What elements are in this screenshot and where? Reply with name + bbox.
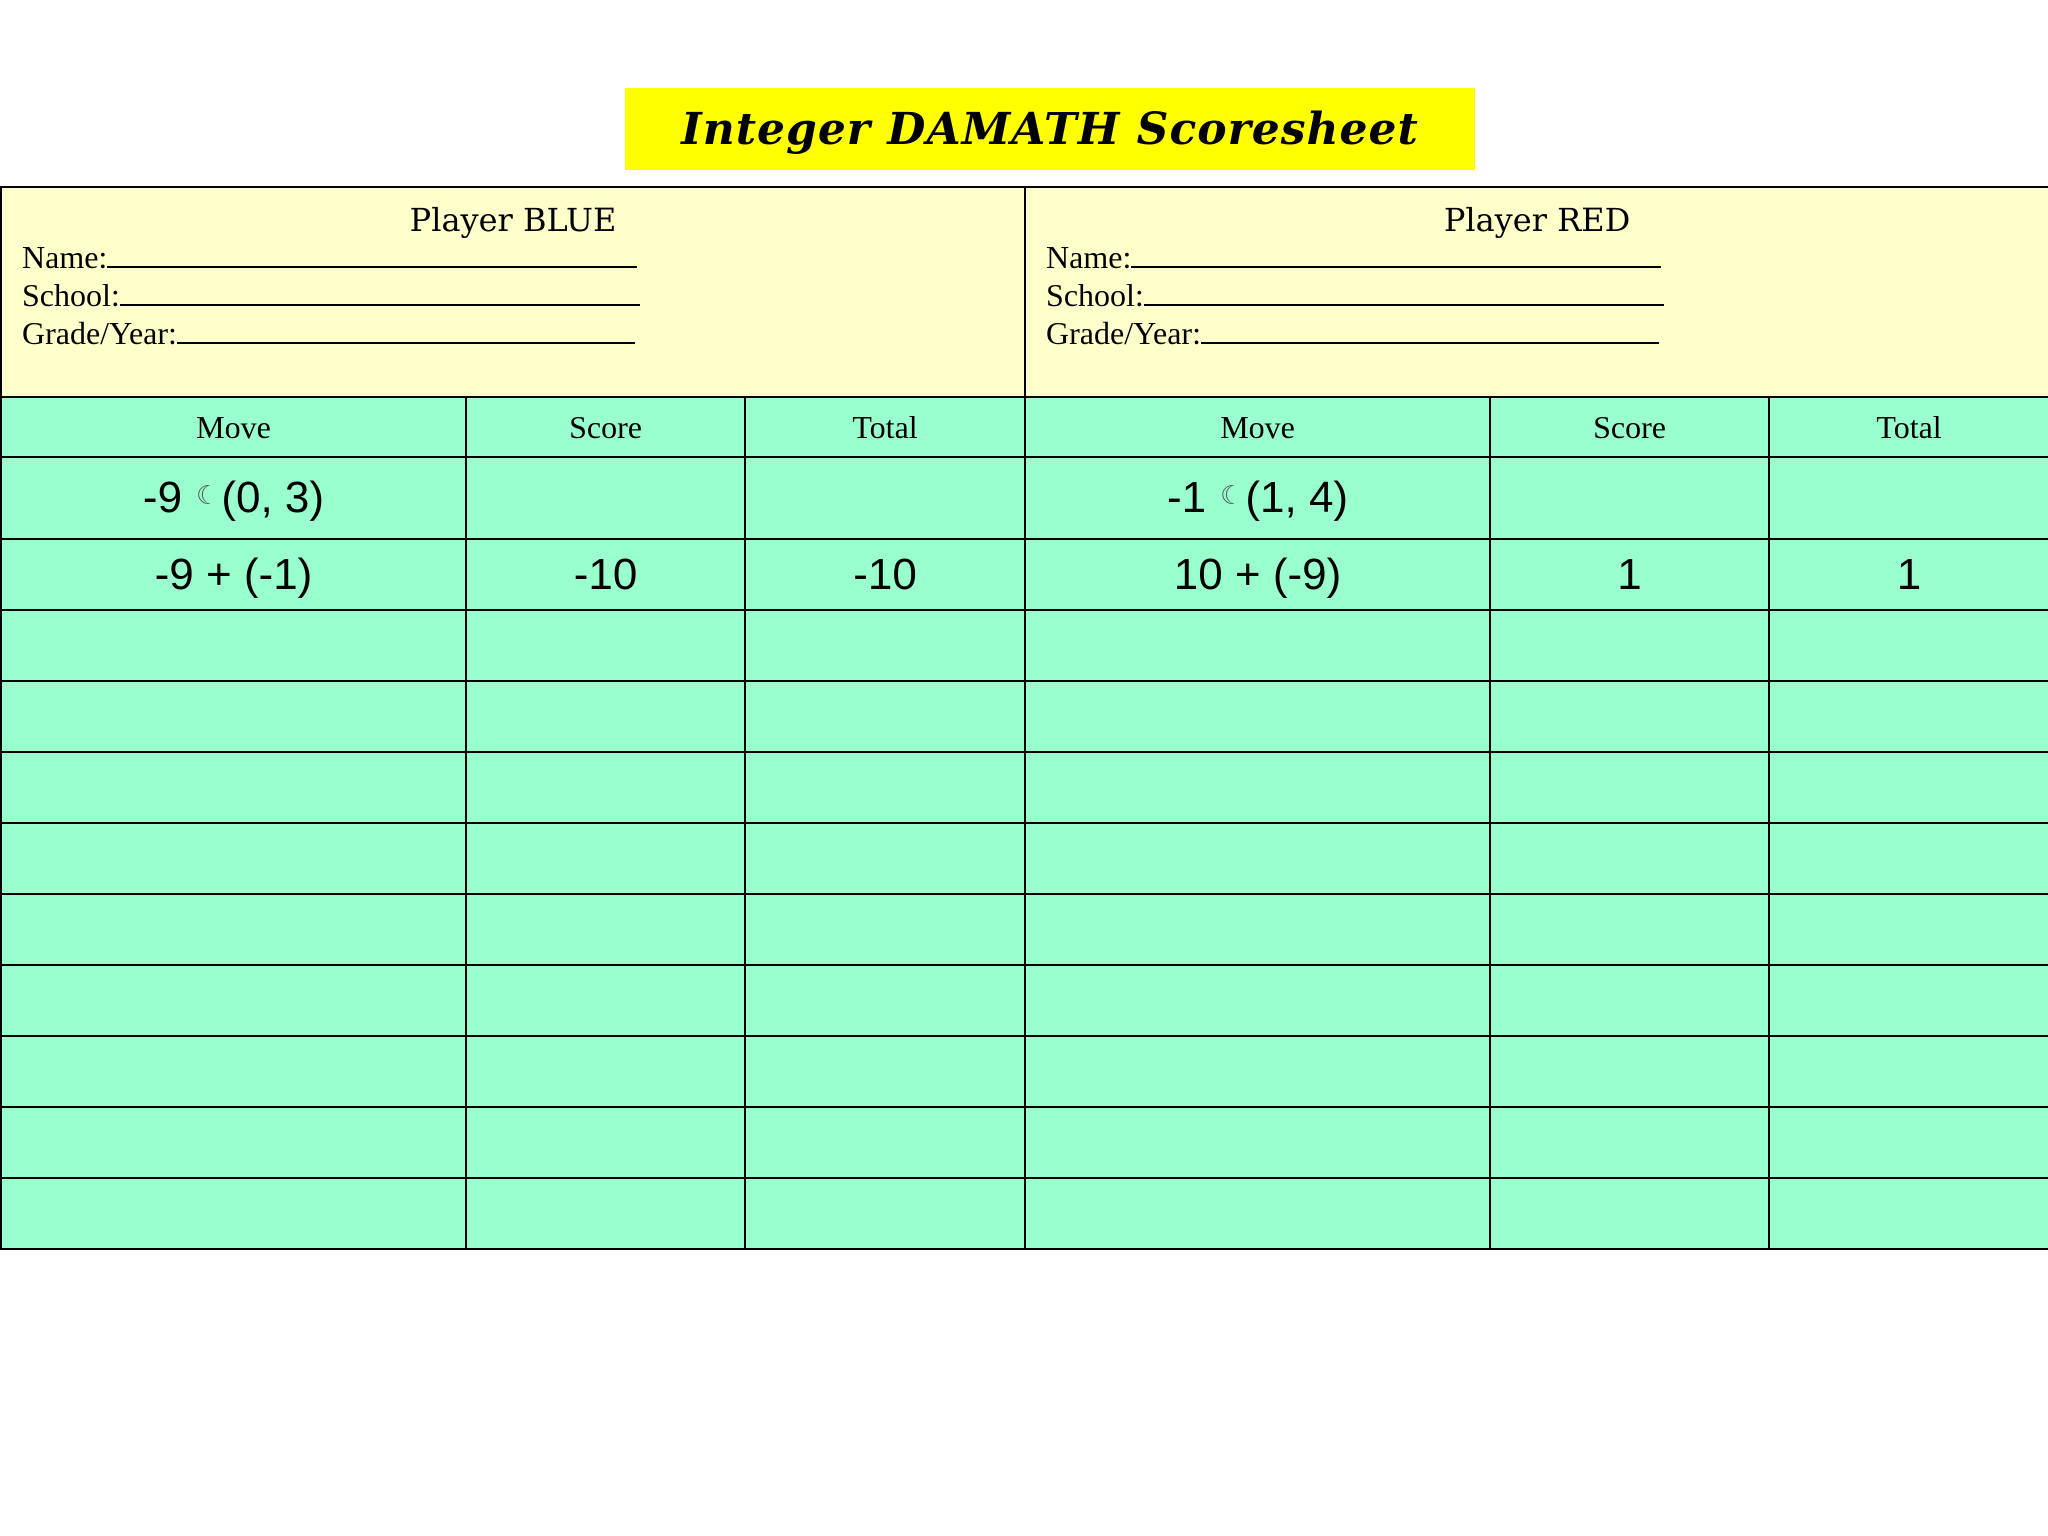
red-score-cell[interactable] [1490, 752, 1769, 823]
red-score-header: Score [1490, 397, 1769, 457]
red-total-cell[interactable] [1769, 457, 2048, 539]
blue-score-cell[interactable] [466, 823, 745, 894]
red-grade-label: Grade/Year: [1046, 315, 1201, 351]
red-school-field[interactable] [1046, 276, 2048, 314]
red-move-value: -1 [1166, 473, 1207, 522]
blue-score-cell[interactable] [466, 1107, 745, 1178]
player-blue-panel [1, 187, 1025, 397]
red-school-label: School: [1046, 277, 1144, 313]
blue-total-cell[interactable] [745, 1178, 1025, 1249]
blue-score-cell[interactable] [466, 1178, 745, 1249]
blue-move-cell[interactable] [1, 1107, 466, 1178]
red-total-cell[interactable]: 1 [1769, 539, 2048, 610]
red-grade-line[interactable] [1201, 316, 1659, 344]
red-total-cell[interactable] [1769, 823, 2048, 894]
blue-total-cell[interactable] [745, 610, 1025, 681]
blue-total-header: Total [745, 397, 1025, 457]
blue-move-cell[interactable]: -9 + (-1) [1, 539, 466, 610]
red-move-cell[interactable] [1025, 894, 1490, 965]
red-score-cell[interactable] [1490, 823, 1769, 894]
red-score-cell[interactable] [1490, 1036, 1769, 1107]
blue-move-cell[interactable] [1, 1036, 466, 1107]
red-name-field[interactable] [1046, 238, 2048, 276]
player-red-heading: Player RED [1443, 201, 1631, 239]
scoresheet-table [0, 186, 2048, 1250]
red-total-cell[interactable] [1769, 894, 2048, 965]
red-move-header: Move [1025, 397, 1490, 457]
blue-total-cell[interactable] [745, 457, 1025, 539]
blue-move-value: -9 [142, 473, 183, 522]
blue-school-label: School: [22, 277, 120, 313]
red-total-cell[interactable] [1769, 1036, 2048, 1107]
red-grade-field[interactable] [1046, 314, 2048, 352]
moon-icon: ☾ [196, 480, 220, 510]
red-score-cell[interactable] [1490, 681, 1769, 752]
blue-score-cell[interactable] [466, 610, 745, 681]
blue-school-line[interactable] [120, 278, 640, 306]
blue-total-cell[interactable] [745, 965, 1025, 1036]
red-move-cell[interactable] [1025, 681, 1490, 752]
page-title: Integer DAMATH Scoresheet [681, 103, 1419, 155]
blue-move-cell[interactable] [1, 457, 466, 539]
blue-move-cell[interactable] [1, 823, 466, 894]
table-row [1, 1178, 2048, 1249]
table-row [1, 681, 2048, 752]
table-row [1, 1036, 2048, 1107]
blue-score-cell[interactable] [466, 1036, 745, 1107]
blue-move-header: Move [1, 397, 466, 457]
blue-total-cell[interactable] [745, 752, 1025, 823]
red-total-header: Total [1769, 397, 2048, 457]
player-blue-heading: Player BLUE [409, 201, 617, 239]
red-total-cell[interactable] [1769, 1107, 2048, 1178]
player-red-panel [1025, 187, 2048, 397]
red-total-cell[interactable] [1769, 965, 2048, 1036]
red-move-cell[interactable] [1025, 752, 1490, 823]
blue-move-cell[interactable] [1, 681, 466, 752]
blue-total-cell[interactable] [745, 1036, 1025, 1107]
blue-name-line[interactable] [107, 240, 637, 268]
red-total-cell[interactable] [1769, 752, 2048, 823]
blue-total-cell[interactable]: -10 [745, 539, 1025, 610]
table-row [1, 610, 2048, 681]
red-score-cell[interactable] [1490, 610, 1769, 681]
red-move-cell[interactable] [1025, 1107, 1490, 1178]
moon-icon: ☾ [1220, 480, 1244, 510]
blue-move-cell[interactable] [1, 752, 466, 823]
blue-total-cell[interactable] [745, 1107, 1025, 1178]
red-move-cell[interactable] [1025, 965, 1490, 1036]
red-school-line[interactable] [1144, 278, 1664, 306]
red-move-cell[interactable] [1025, 1178, 1490, 1249]
column-header-row [1, 397, 2048, 457]
blue-score-header: Score [466, 397, 745, 457]
red-score-cell[interactable] [1490, 457, 1769, 539]
red-score-cell[interactable]: 1 [1490, 539, 1769, 610]
red-total-cell[interactable] [1769, 610, 2048, 681]
red-move-cell[interactable]: 10 + (-9) [1025, 539, 1490, 610]
player-info-row [1, 187, 2048, 397]
table-row [1, 894, 2048, 965]
red-move-coord: (1, 4) [1245, 473, 1349, 522]
blue-name-label: Name: [22, 239, 108, 275]
blue-grade-line[interactable] [177, 316, 635, 344]
table-row [1, 539, 2048, 610]
blue-total-cell[interactable] [745, 894, 1025, 965]
blue-move-cell[interactable] [1, 1178, 466, 1249]
red-score-cell[interactable] [1490, 1107, 1769, 1178]
red-move-cell[interactable] [1025, 1036, 1490, 1107]
red-score-cell[interactable] [1490, 894, 1769, 965]
blue-score-cell[interactable]: -10 [466, 539, 745, 610]
blue-school-field[interactable] [22, 276, 1024, 314]
red-name-line[interactable] [1131, 240, 1661, 268]
red-total-cell[interactable] [1769, 1178, 2048, 1249]
red-move-cell[interactable] [1025, 823, 1490, 894]
table-row [1, 1107, 2048, 1178]
red-score-cell[interactable] [1490, 965, 1769, 1036]
table-row [1, 823, 2048, 894]
blue-total-cell[interactable] [745, 681, 1025, 752]
blue-move-cell[interactable] [1, 610, 466, 681]
blue-grade-field[interactable] [22, 314, 1024, 352]
blue-score-cell[interactable] [466, 752, 745, 823]
blue-total-cell[interactable] [745, 823, 1025, 894]
blue-score-cell[interactable] [466, 681, 745, 752]
red-total-cell[interactable] [1769, 681, 2048, 752]
table-row [1, 457, 2048, 539]
blue-move-coord: (0, 3) [221, 473, 325, 522]
red-name-label: Name: [1046, 239, 1132, 275]
red-move-cell[interactable] [1025, 610, 1490, 681]
table-row [1, 965, 2048, 1036]
blue-score-cell[interactable] [466, 965, 745, 1036]
red-move-cell[interactable] [1025, 457, 1490, 539]
blue-score-cell[interactable] [466, 894, 745, 965]
red-score-cell[interactable] [1490, 1178, 1769, 1249]
table-row [1, 752, 2048, 823]
title-banner [625, 88, 1475, 170]
blue-move-cell[interactable] [1, 965, 466, 1036]
blue-move-cell[interactable] [1, 894, 466, 965]
blue-grade-label: Grade/Year: [22, 315, 177, 351]
blue-name-field[interactable] [22, 238, 1024, 276]
blue-score-cell[interactable] [466, 457, 745, 539]
